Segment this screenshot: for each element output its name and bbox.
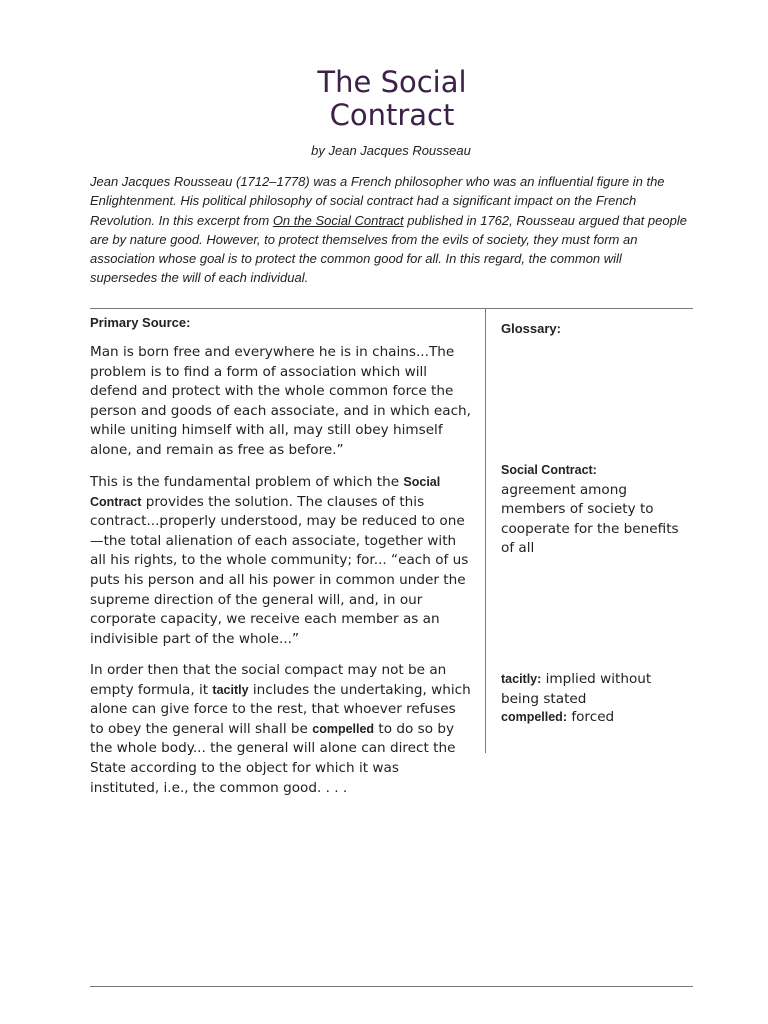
glossary-term: tacitly: — [501, 672, 542, 686]
intro-paragraph — [90, 172, 690, 288]
book-title-link: On the Social Contract — [272, 212, 404, 228]
glossary-definition: forced — [567, 709, 615, 725]
page-title — [0, 66, 768, 132]
intro-text-end: published in 1762, Rousseau argued that people are by nature good. However, to protect themselves from the evils of society, they must form an association whose goal is to protect the common good for all. In this regard, the common will supersedes the will of each individual. — [90, 212, 687, 286]
source-paragraph-2 — [90, 473, 472, 649]
intro-text-start: Jean Jacques Rousseau (1712–1778) was a French philosopher who was an influential figure in the Enlightenment. His political philosophy of social contract had a significant impact on the French Revolution. In this excerpt from — [90, 174, 665, 228]
glossary-term: Social Contract: — [501, 463, 597, 477]
source-paragraph-1: Man is born free and everywhere he is in chains...The problem is to find a form of association which will defend and protect with the whole common force the person and goods of each associate, and in which each, while uniting himself with all, may still obey himself alone, and remain as free as before.” — [90, 344, 471, 458]
source-paragraph-3-start: In order then that the social compact may not be an empty formula, it — [90, 662, 447, 698]
source-paragraph-3-end: to do so by the whole body... the general will alone can direct the State according to the object for which it was instituted, i.e., the common good. . . . — [90, 720, 456, 796]
glossary-definition: agreement among members of society to cooperate for the benefits of all — [501, 481, 679, 557]
title-line-1: The Social — [317, 65, 467, 99]
source-paragraph-2-end: provides the solution. The clauses of this contract...properly understood, may be reduced to one—the total alienation of each associate, together with all his rights, to the whole community; for... “each of us puts his person and all his power in common under the supreme direction of the general will, and, in our corporate capacity, we receive each member as an indivisible part of the whole...” — [90, 493, 469, 647]
source-paragraph-2-start: This is the fundamental problem of which the — [90, 474, 404, 490]
primary-source-heading: Primary Source: — [90, 315, 191, 330]
glossary-definition: implied without being stated — [501, 671, 652, 707]
term-social-contract: Social Contract — [90, 475, 441, 509]
glossary-term: compelled: — [501, 710, 567, 724]
bottom-divider — [90, 986, 693, 987]
top-divider — [90, 308, 693, 309]
title-line-2: Contract — [329, 98, 455, 132]
glossary-entry-social-contract — [501, 461, 681, 559]
source-paragraph-3-middle: includes the undertaking, which alone can give force to the rest, that whoever refuses to obey the general will shall be — [90, 681, 471, 737]
term-tacitly: tacitly — [212, 682, 249, 697]
column-divider — [485, 308, 486, 753]
author-byline: by Jean Jacques Rousseau — [311, 143, 471, 158]
glossary-entry-tacitly — [501, 670, 681, 709]
source-paragraph-3 — [90, 661, 472, 798]
term-compelled: compelled — [312, 721, 375, 736]
glossary-heading: Glossary: — [501, 321, 561, 336]
glossary-entry-compelled — [501, 708, 681, 728]
